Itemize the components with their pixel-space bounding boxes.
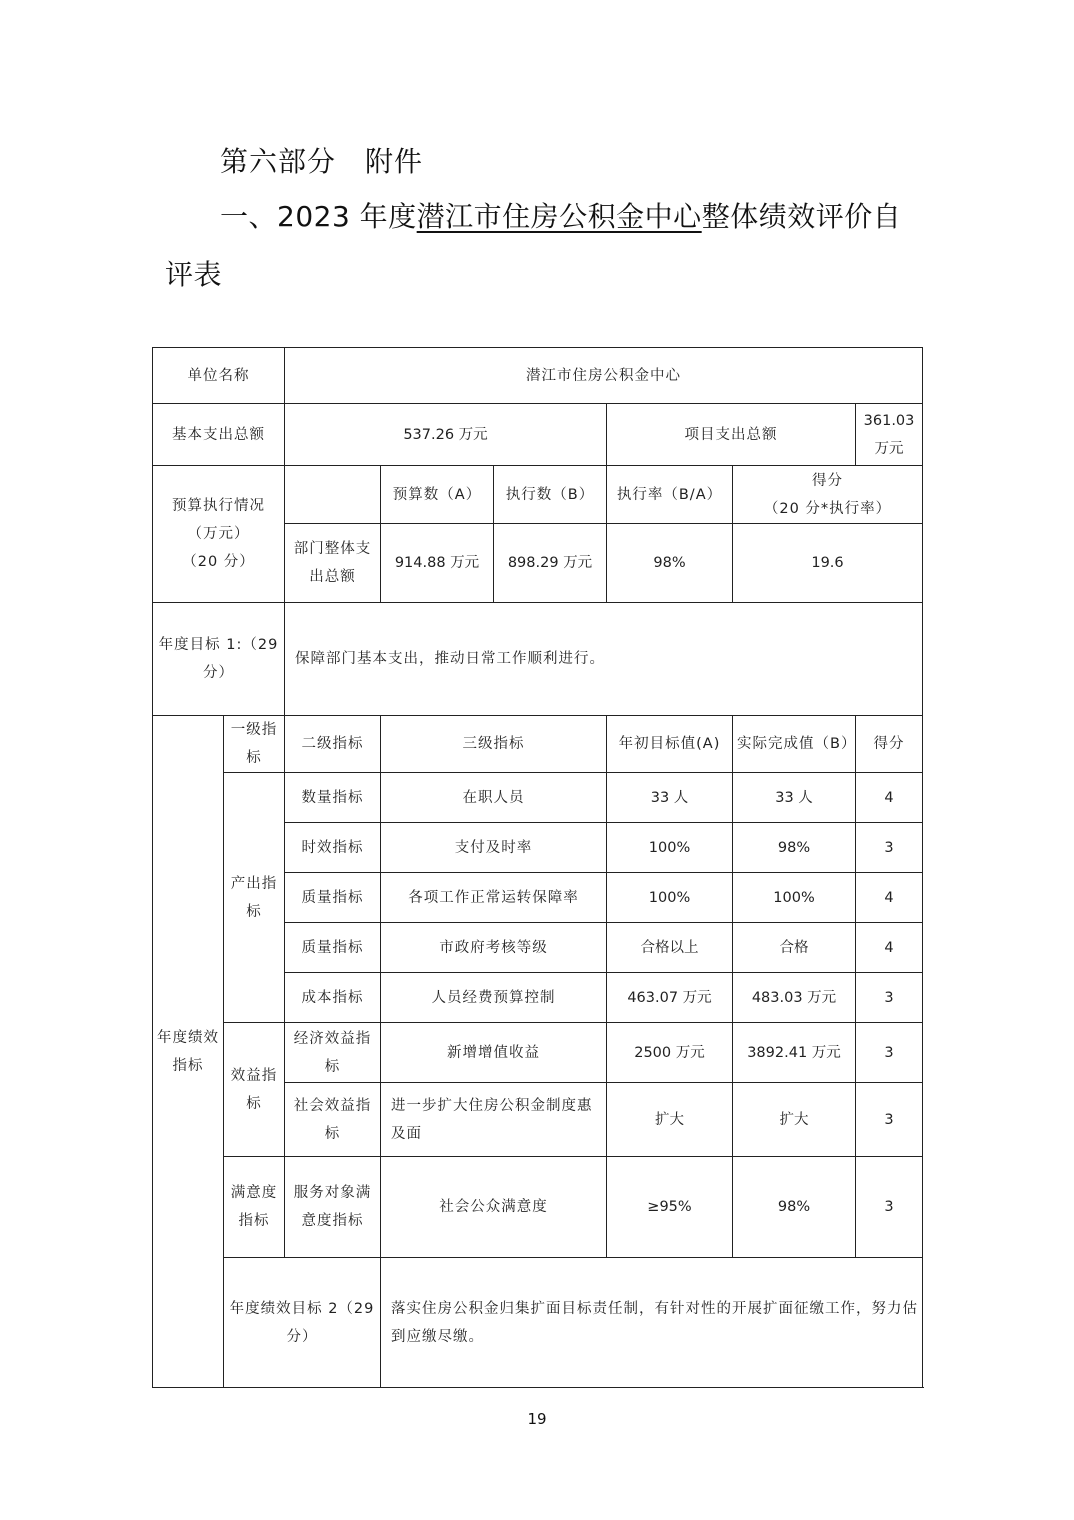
col-exec: 执行数（B） [494, 466, 607, 524]
budget-label-line: （20 分） [182, 554, 255, 570]
actual-cell: 扩大 [733, 1083, 856, 1157]
goal2-row [153, 1258, 923, 1388]
indicator-group-label: 年度绩效指标 [153, 716, 224, 1388]
basic-expense-label: 基本支出总额 [153, 404, 285, 466]
output-indicator-label: 产出指标 [224, 773, 285, 1023]
table-row [153, 773, 923, 823]
level3-cell: 社会公众满意度 [381, 1157, 607, 1258]
level3-cell: 新增增值收益 [381, 1023, 607, 1083]
unit-label: 单位名称 [153, 348, 285, 404]
actual-cell: 33 人 [733, 773, 856, 823]
section-heading: 第六部分 附件 [220, 145, 424, 178]
budget-row-label: 部门整体支出总额 [285, 524, 381, 603]
project-expense-label: 项目支出总额 [607, 404, 856, 466]
target-cell: ≥95% [607, 1157, 733, 1258]
title-unit-name: 潜江市住房公积金中心 [416, 200, 702, 233]
benefit-indicator-label: 效益指标 [224, 1023, 285, 1157]
page-number: 19 [527, 1410, 547, 1428]
target-cell: 扩大 [607, 1083, 733, 1157]
header-score: 得分 [856, 716, 923, 773]
target-cell: 2500 万元 [607, 1023, 733, 1083]
level3-cell: 支付及时率 [381, 823, 607, 873]
goal1-label: 年度目标 1:（29 分） [153, 603, 285, 716]
indicator-header-row [153, 716, 923, 773]
title-prefix: 一、2023 年度 [220, 200, 417, 233]
actual-cell: 100% [733, 873, 856, 923]
expense-row [153, 404, 923, 466]
level2-cell: 服务对象满意度指标 [285, 1157, 381, 1258]
score-cell: 3 [856, 1157, 923, 1258]
level2-cell: 质量指标 [285, 873, 381, 923]
score-cell: 3 [856, 823, 923, 873]
score-cell: 3 [856, 973, 923, 1023]
level3-cell: 人员经费预算控制 [381, 973, 607, 1023]
goal2-text: 落实住房公积金归集扩面目标责任制，有针对性的开展扩面征缴工作，努力估到应缴尽缴。 [381, 1258, 923, 1388]
budget-label [153, 466, 285, 603]
satisfaction-indicator-label: 满意度指标 [224, 1157, 285, 1258]
budget-value: 914.88 万元 [381, 524, 494, 603]
actual-cell: 3892.41 万元 [733, 1023, 856, 1083]
document-title [165, 188, 925, 304]
title-suffix: 整体绩效评价自评表 [165, 200, 902, 291]
actual-cell: 98% [733, 1157, 856, 1258]
col-rate: 执行率（B/A） [607, 466, 733, 524]
budget-label-line: （万元） [187, 526, 250, 542]
target-cell: 100% [607, 873, 733, 923]
level2-cell: 质量指标 [285, 923, 381, 973]
score-cell: 3 [856, 1083, 923, 1157]
header-level1: 一级指标 [224, 716, 285, 773]
level3-cell: 在职人员 [381, 773, 607, 823]
table-row [153, 1157, 923, 1258]
level3-cell: 市政府考核等级 [381, 923, 607, 973]
goal1-row [153, 603, 923, 716]
project-expense-value: 361.03 万元 [856, 404, 923, 466]
basic-expense-value: 537.26 万元 [285, 404, 607, 466]
level2-cell: 社会效益指标 [285, 1083, 381, 1157]
table-row [153, 1023, 923, 1083]
target-cell: 463.07 万元 [607, 973, 733, 1023]
col-score [733, 466, 923, 524]
level2-cell: 数量指标 [285, 773, 381, 823]
col-score-line: 得分 [812, 472, 844, 489]
level2-cell: 成本指标 [285, 973, 381, 1023]
header-target: 年初目标值(A) [607, 716, 733, 773]
exec-value: 898.29 万元 [494, 524, 607, 603]
target-cell: 100% [607, 823, 733, 873]
target-cell: 33 人 [607, 773, 733, 823]
level3-cell: 各项工作正常运转保障率 [381, 873, 607, 923]
score-cell: 3 [856, 1023, 923, 1083]
col-budget: 预算数（A） [381, 466, 494, 524]
goal1-text: 保障部门基本支出，推动日常工作顺利进行。 [285, 603, 923, 716]
header-level3: 三级指标 [381, 716, 607, 773]
goal2-label: 年度绩效目标 2（29 分） [224, 1258, 381, 1388]
score-value: 19.6 [733, 524, 923, 603]
level3-cell: 进一步扩大住房公积金制度惠及面 [381, 1083, 607, 1157]
rate-value: 98% [607, 524, 733, 603]
header-actual: 实际完成值（B） [733, 716, 856, 773]
budget-header-blank [285, 466, 381, 524]
score-cell: 4 [856, 873, 923, 923]
score-cell: 4 [856, 773, 923, 823]
level2-cell: 时效指标 [285, 823, 381, 873]
col-score-line: （20 分*执行率） [763, 500, 892, 517]
budget-label-line: 预算执行情况 [172, 498, 265, 514]
unit-value: 潜江市住房公积金中心 [285, 348, 923, 404]
actual-cell: 483.03 万元 [733, 973, 856, 1023]
target-cell: 合格以上 [607, 923, 733, 973]
score-cell: 4 [856, 923, 923, 973]
budget-header-row [153, 466, 923, 524]
level2-cell: 经济效益指标 [285, 1023, 381, 1083]
unit-row [153, 348, 923, 404]
actual-cell: 合格 [733, 923, 856, 973]
header-level2: 二级指标 [285, 716, 381, 773]
actual-cell: 98% [733, 823, 856, 873]
self-evaluation-table [152, 347, 923, 1388]
